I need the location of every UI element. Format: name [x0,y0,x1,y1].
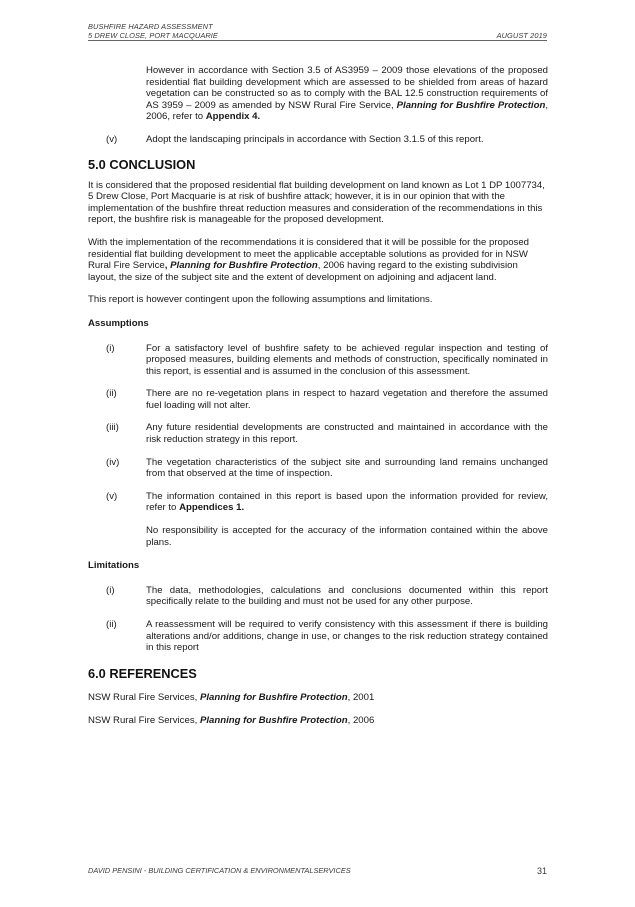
reference-entry [88,715,548,727]
item-number: (i) [106,584,115,596]
assumption-item [88,422,548,445]
item-number: (ii) [106,619,117,630]
assumptions-note: No responsibility is accepted for the accuracy of the information contained within the above plans. [146,525,548,548]
conclusion-p2-comma: , [164,260,171,272]
item-text: A reassessment will be required to verify consistency with this assessment if there is building alterations and/or additions, change in use, or changes to the risk reduction strategy contained in this report [146,619,548,654]
reference-title: Planning for Bushfire Protection [199,691,348,703]
conclusion-paragraph-2 [88,237,548,283]
references-heading: 6.0 REFERENCES [88,665,197,681]
page-number: 31 [536,866,547,876]
item-text-body: The information contained in this report is based upon the information provided for review, refer to [146,490,548,514]
item-text [146,491,548,514]
item-number: (ii) [106,388,117,400]
intro-item-v [88,134,548,146]
assumptions-heading: Assumptions [88,317,149,329]
item-text: The vegetation characteristics of the subject site and surrounding land remains unchanged from that observed at the time of inspection. [146,456,548,480]
reference-org: NSW Rural Fire Services, [88,715,200,727]
reference-title: Planning for Bushfire Protection [199,715,348,727]
intro-text: However in accordance with Section 3.5 of AS3959 – 2009 those elevations of the proposed residential flat building development which are assessed to be shielded from areas of hazard vegetation can be constructed so as to comply with the BAL 12.5 construction requirements of AS 3959 – 2009 as amended by NSW Rural Fire Service, [146,65,548,111]
item-number: (v) [106,490,118,502]
page-body [88,65,548,727]
intro-paragraph [146,65,548,123]
page-footer [88,866,547,876]
item-number: (v) [106,133,118,145]
item-text: The data, methodologies, calculations and conclusions documented within this report specifically relate to the building and must not be used for any other purpose. [146,584,548,608]
item-number: (i) [106,342,115,354]
conclusion-p2-text: With the implementation of the recommendations it is considered that it will be possible for the proposed residential flat building development to meet the applicable acceptable solutions as provided for in NSW Rural Fire Service [88,236,530,272]
item-text: For a satisfactory level of bushfire safety to be achieved regular inspection and testing of proposed measures, building elements and methods of construction, specifically nominated in this report, is essential and is assumed in the conclusion of this assessment. [146,342,548,377]
assumption-item [88,388,548,411]
intro-appendix-ref: Appendix 4. [205,111,261,123]
header-address: 5 DREW CLOSE, PORT MACQUARIE [88,31,218,40]
item-text: Adopt the landscaping principals in accordance with Section 3.1.5 of this report. [146,133,484,145]
limitations-heading: Limitations [88,560,140,572]
reference-entry [88,692,548,704]
header-title: BUSHFIRE HAZARD ASSESSMENT [88,22,213,31]
footer-company: DAVID PENSINI - BUILDING CERTIFICATION & ENVIRONMENTALSERVICES [88,866,351,875]
reference-org: NSW Rural Fire Services, [88,691,200,703]
assumption-item [88,457,548,480]
intro-text-mid: , 2006, refer to [146,99,548,123]
header-subline [88,31,547,41]
conclusion-heading: 5.0 CONCLUSION [88,156,196,172]
header-date: AUGUST 2019 [496,31,547,40]
reference-year: , 2001 [347,691,375,703]
reference-year: , 2006 [347,715,375,727]
conclusion-paragraph-3: This report is however contingent upon the following assumptions and limitations. [88,294,433,306]
assumption-item [88,491,548,514]
item-text: There are no re-vegetation plans in respect to hazard vegetation and therefore the assumed fuel loading will not alter. [146,388,548,411]
intro-publication-title: Planning for Bushfire Protection [396,99,546,111]
appendix-ref: Appendices 1. [179,502,245,514]
limitation-item [88,619,548,654]
assumption-item [88,343,548,378]
conclusion-paragraph-1: It is considered that the proposed residential flat building development on land known as Lot 1 DP 1007734, 5 Drew Close, Port Macquarie is at risk of bushfire attack; however, it is in our opinion that with the implementation of the bushfire threat reduction measures and consideration of the recommendations in this report, the bushfire risk is manageable for the proposed development. [88,179,545,226]
conclusion-p2-text-end: , 2006 having regard to the existing subdivision layout, the size of the subject site and the extent of development on adjoining and adjacent land. [88,260,518,283]
page-header [88,22,547,41]
item-number: (iii) [106,422,119,434]
item-text: Any future residential developments are constructed and maintained in accordance with the risk reduction strategy in this report. [146,422,548,446]
limitation-item [88,585,548,608]
item-number: (iv) [106,456,120,468]
conclusion-publication-title: Planning for Bushfire Protection [170,260,318,272]
